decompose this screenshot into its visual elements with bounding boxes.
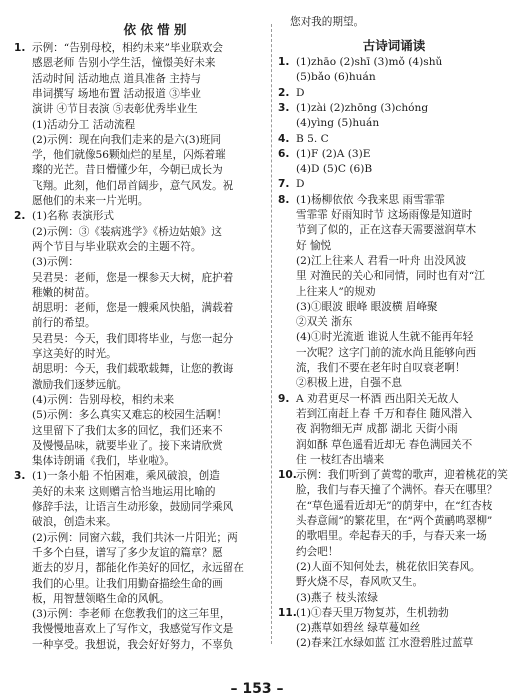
answer-text: (2)江上往来人 君看一叶舟 出没风波 — [296, 254, 467, 267]
answer-text: 一种享受。我想说，我会好好努力，不辜负 — [32, 638, 234, 651]
answer-text: (5)bǎo (6)huán — [296, 71, 376, 84]
answer-text: ②双关 浙东 — [296, 316, 353, 329]
question-number: 7. — [278, 178, 290, 191]
answer-text: 激励我们逐梦远航。 — [32, 378, 128, 391]
answer-text: (3)①眼波 眼峰 眼波横 眉峰聚 — [296, 300, 438, 313]
answer-text: 好 愉悦 — [296, 239, 332, 252]
answer-text: 在“草色遥看近却无”的荫芽中，在“红杏枝 — [296, 499, 493, 512]
answer-text: 我慢慢地喜欢上了写作文，我感觉写作文是 — [32, 623, 234, 636]
answer-text: (4)示例：告别母校，相约未来 — [32, 393, 175, 406]
answer-text: 里 对渔民的关心和同情，同时也有对“江 — [296, 270, 485, 283]
answer-text: 飞翔。此刻，他们昂首阔步，意气风发。祝 — [32, 179, 234, 192]
question-number: 2. — [14, 210, 26, 223]
answer-text: (1)zài (2)zhōng (3)chóng — [296, 101, 429, 114]
answer-text: (1)F (2)A (3)E — [296, 147, 371, 160]
answer-text: (1)一条小船 不怕困难，乘风破浪，创造 — [32, 470, 220, 483]
answer-text: (4)①时光流逝 谁说人生就不能再年轻 — [296, 331, 474, 344]
answer-text: D — [296, 86, 305, 99]
answer-text: 夜 润物细无声 成都 湖北 天街小雨 — [296, 423, 458, 436]
answer-text: 破浪，创造未来。 — [32, 516, 117, 529]
question-number: 6. — [278, 147, 290, 160]
question-number: 8. — [278, 193, 290, 206]
answer-text: 稚嫩的树苗。 — [32, 286, 96, 299]
answer-text: (1)zhāo (2)shī (3)mǒ (4)shǔ — [296, 56, 443, 68]
answer-text: 吴君昊：今天，我们即将毕业，与您一起分 — [32, 332, 234, 345]
answer-text: (2)示例：同窗六载，我们共沐一片阳光；两 — [32, 531, 238, 544]
answer-text: 示例：我们听到了黄莺的歌声，迎着桃花的笑 — [296, 469, 508, 482]
answer-text: (4)D (5)C (6)B — [296, 163, 373, 176]
answer-text: (5)示例：多么真实又难忘的校园生活啊！ — [32, 409, 228, 422]
answer-text: (1)活动分工 活动流程 — [32, 118, 136, 131]
question-number: 3. — [278, 101, 290, 114]
answer-text: 板，用智慧领略生命的风帆。 — [32, 592, 170, 605]
answer-text: (4)yìng (5)huán — [296, 117, 380, 130]
answer-text: ②积极上进，自强不息 — [296, 377, 402, 390]
answer-text: 吴君昊：老师，您是一棵参天大树，庇护着 — [32, 271, 234, 284]
answer-text: 感恩老师 告别小学生活，憧憬美好未来 — [32, 57, 216, 70]
answer-text: 愿他们的未来一片光明。 — [32, 195, 149, 207]
answer-text: 我们的心里。让我们用勤奋描绘生命的画 — [32, 577, 223, 590]
answer-text: 雪霏霏 好雨知时节 这场雨像是知道时 — [296, 209, 473, 221]
answer-text: (3)示例：李老师 在您教我们的这三年里， — [32, 608, 231, 621]
column-divider — [271, 24, 273, 644]
answer-text: (1)名称 表演形式 — [32, 210, 114, 223]
answer-text: (1)杨柳依依 今我来思 雨雪霏霏 — [296, 193, 445, 206]
answer-text: 演讲 ④节目表演 ⑤表彰优秀毕业生 — [32, 103, 198, 116]
answer-text: (3)示例： — [32, 256, 79, 269]
continued-line: 您对我的期望。 — [290, 16, 365, 28]
answer-text: 活动时间 活动地点 道具准备 主持与 — [32, 72, 202, 85]
answer-text: 这里留下了我们太多的回忆，我们还来不 — [32, 424, 223, 437]
answer-text: 逝去的岁月，都能化作美好的回忆，永远留在 — [32, 562, 244, 575]
answer-text: 流，我们不要在老年时自叹衰老啊！ — [296, 362, 466, 374]
answer-text: 及慢慢品味，就要毕业了。接下来请欣赏 — [32, 439, 223, 452]
answer-text: 学，他们就像56颗灿烂的星星，闪烁着璀 — [32, 149, 226, 162]
answer-text: 璨的光芒。昔日懵懂少年，今朝已成长为 — [32, 164, 223, 177]
question-number: 4. — [278, 132, 290, 145]
answer-text: 节到了似的，正在这春天需要滋润草木 — [296, 224, 477, 237]
answer-text: 享这美好的时光。 — [32, 348, 117, 360]
answer-text: 串词撰写 场地布置 活动报道 ③毕业 — [32, 87, 202, 100]
answer-text: 上往来人”的规劝 — [296, 285, 376, 298]
answer-text: (1)①春天里万物复苏，生机勃勃 — [296, 606, 449, 619]
page-number: – 153 – — [230, 681, 284, 697]
question-number: 1. — [14, 42, 26, 54]
answer-text: (2)燕草如碧丝 绿草蔓如丝 — [296, 622, 421, 635]
answer-text: 的歌唱里。牵起春天的手，与春天来一场 — [296, 530, 487, 543]
section-title-gushici: 古诗词诵读 — [362, 38, 426, 53]
answer-text: 胡思明：今天，我们载歌载舞，让您的教诲 — [32, 363, 234, 376]
answer-text: 一次呢？这字门前的流水尚且能够向西 — [296, 346, 477, 359]
answer-text: 集体诗朗诵《我们，毕业啦》。 — [32, 455, 176, 468]
answer-text: 住 一枝红杏出墙来 — [296, 453, 385, 466]
answer-text: 若到江南赶上春 千万和春住 随风潜入 — [296, 407, 473, 420]
answer-text: 脸，我们与春天撞了个满怀。春天在哪里？ — [296, 484, 498, 497]
answer-text: 约会吧！ — [296, 545, 339, 558]
answer-text: 修辞手法，让语言生动形象，鼓励同学乘风 — [32, 501, 234, 513]
question-number: 2. — [278, 86, 290, 99]
section-title-yiyixibie: 依 依 惜 别 — [123, 22, 187, 37]
answer-text: (2)示例：现在向我们走来的是六(3)班同 — [32, 133, 221, 146]
answer-text: 前行的希望。 — [32, 317, 96, 330]
answer-text: 润如酥 草色遥看近却无 春色满园关不 — [296, 438, 473, 451]
question-number: 9. — [278, 392, 290, 405]
answer-text: (3)燕子 枝头浓绿 — [296, 591, 378, 604]
answer-text: (2)春来江水绿如蓝 江水澄碧胜过蓝草 — [296, 637, 474, 650]
answer-text: D — [296, 178, 305, 191]
answer-text: 千多个白昼，谱写了多少友谊的篇章？愿 — [32, 546, 223, 559]
answer-text: 两个节目与毕业联欢会的主题不符。 — [32, 240, 202, 253]
answer-text: 胡思明：老师，您是一艘乘风快船，满载着 — [32, 302, 234, 315]
question-number: 11. — [278, 606, 297, 619]
answer-text: 示例：“告别母校，相约未来”毕业联欢会 — [32, 42, 223, 54]
answer-text: A 劝君更尽一杯酒 西出阳关无故人 — [296, 392, 459, 405]
answer-text: 美好的未来 这则赠言恰当地运用比喻的 — [32, 485, 216, 498]
answer-text: (2)示例：③《装病逃学》《桥边姑娘》这 — [32, 225, 222, 238]
answer-text: 野火烧不尽，春风吹又生。 — [296, 576, 424, 589]
answer-text: (2)人面不知何处去，桃花依旧笑春风。 — [296, 560, 481, 573]
answer-text: B 5. C — [296, 132, 329, 145]
answer-text: 头春意闹”的繁花里，在“两个黄鹂鸣翠柳” — [296, 515, 493, 527]
question-number: 10. — [278, 469, 297, 482]
question-number: 3. — [14, 470, 26, 483]
question-number: 1. — [278, 56, 290, 68]
